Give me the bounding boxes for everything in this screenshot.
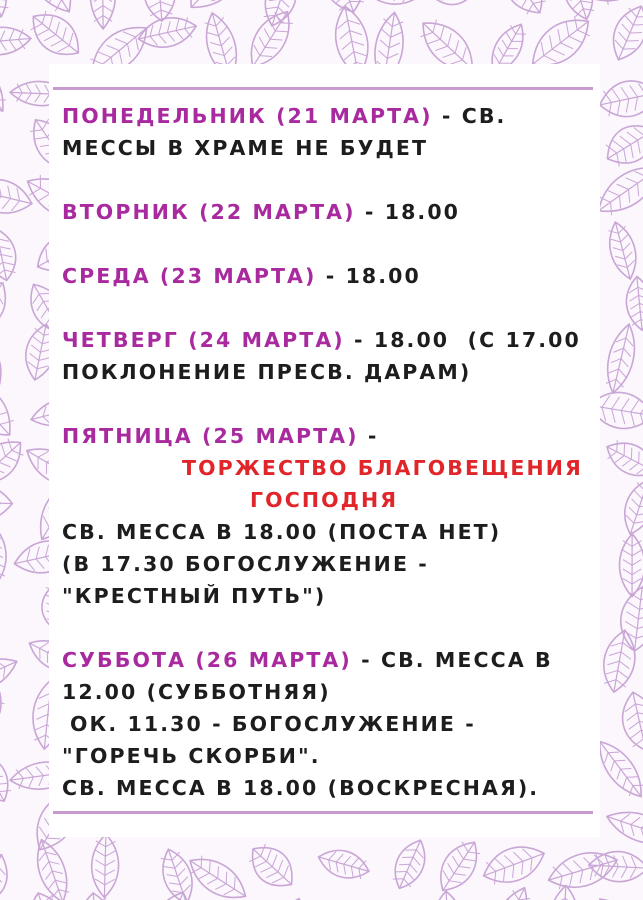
- saturday-entry: [62, 644, 597, 804]
- thursday-entry: [62, 324, 597, 388]
- wednesday-day-label: СРЕДА (23 МАРТА): [62, 264, 317, 288]
- saturday-line3: ОК. 11.30 - БОГОСЛУЖЕНИЕ -: [70, 712, 476, 736]
- friday-line3: "КРЕСТНЫЙ ПУТЬ"): [62, 584, 327, 608]
- friday-day-label: ПЯТНИЦА (25 МАРТА): [62, 424, 359, 448]
- wednesday-time: - 18.00: [316, 264, 421, 288]
- saturday-line1: - СВ. МЕССА В: [351, 648, 553, 672]
- saturday-line4: "ГОРЕЧЬ СКОРБИ".: [62, 744, 321, 768]
- wednesday-entry: [62, 260, 597, 292]
- friday-dash: -: [358, 424, 379, 448]
- saturday-line2: 12.00 (СУББОТНЯЯ): [62, 680, 331, 704]
- monday-entry: [62, 100, 597, 164]
- thursday-line2: ПОКЛОНЕНИЕ ПРЕСВ. ДАРАМ): [62, 360, 472, 384]
- thursday-day-label: ЧЕТВЕРГ (24 МАРТА): [62, 328, 345, 352]
- monday-line1: - СВ.: [432, 104, 507, 128]
- bottom-divider: [53, 811, 593, 814]
- friday-feast-line2: ГОСПОДНЯ: [250, 488, 399, 512]
- monday-line2: МЕССЫ В ХРАМЕ НЕ БУДЕТ: [62, 136, 429, 160]
- friday-entry: [62, 420, 597, 612]
- monday-day-label: ПОНЕДЕЛЬНИК (21 МАРТА): [62, 104, 433, 128]
- tuesday-entry: [62, 196, 597, 228]
- thursday-line1: - 18.00 (С 17.00: [344, 328, 581, 352]
- tuesday-day-label: ВТОРНИК (22 МАРТА): [62, 200, 356, 224]
- top-divider: [53, 87, 593, 90]
- friday-feast-line1: ТОРЖЕСТВО БЛАГОВЕЩЕНИЯ: [182, 456, 583, 480]
- tuesday-time: - 18.00: [355, 200, 461, 224]
- schedule-text: [62, 100, 597, 804]
- saturday-line5: СВ. МЕССА В 18.00 (ВОСКРЕСНАЯ).: [62, 776, 540, 800]
- saturday-day-label: СУББОТА (26 МАРТА): [62, 648, 352, 672]
- friday-line1: СВ. МЕССА В 18.00 (ПОСТА НЕТ): [62, 520, 502, 544]
- friday-line2: (В 17.30 БОГОСЛУЖЕНИЕ -: [62, 552, 429, 576]
